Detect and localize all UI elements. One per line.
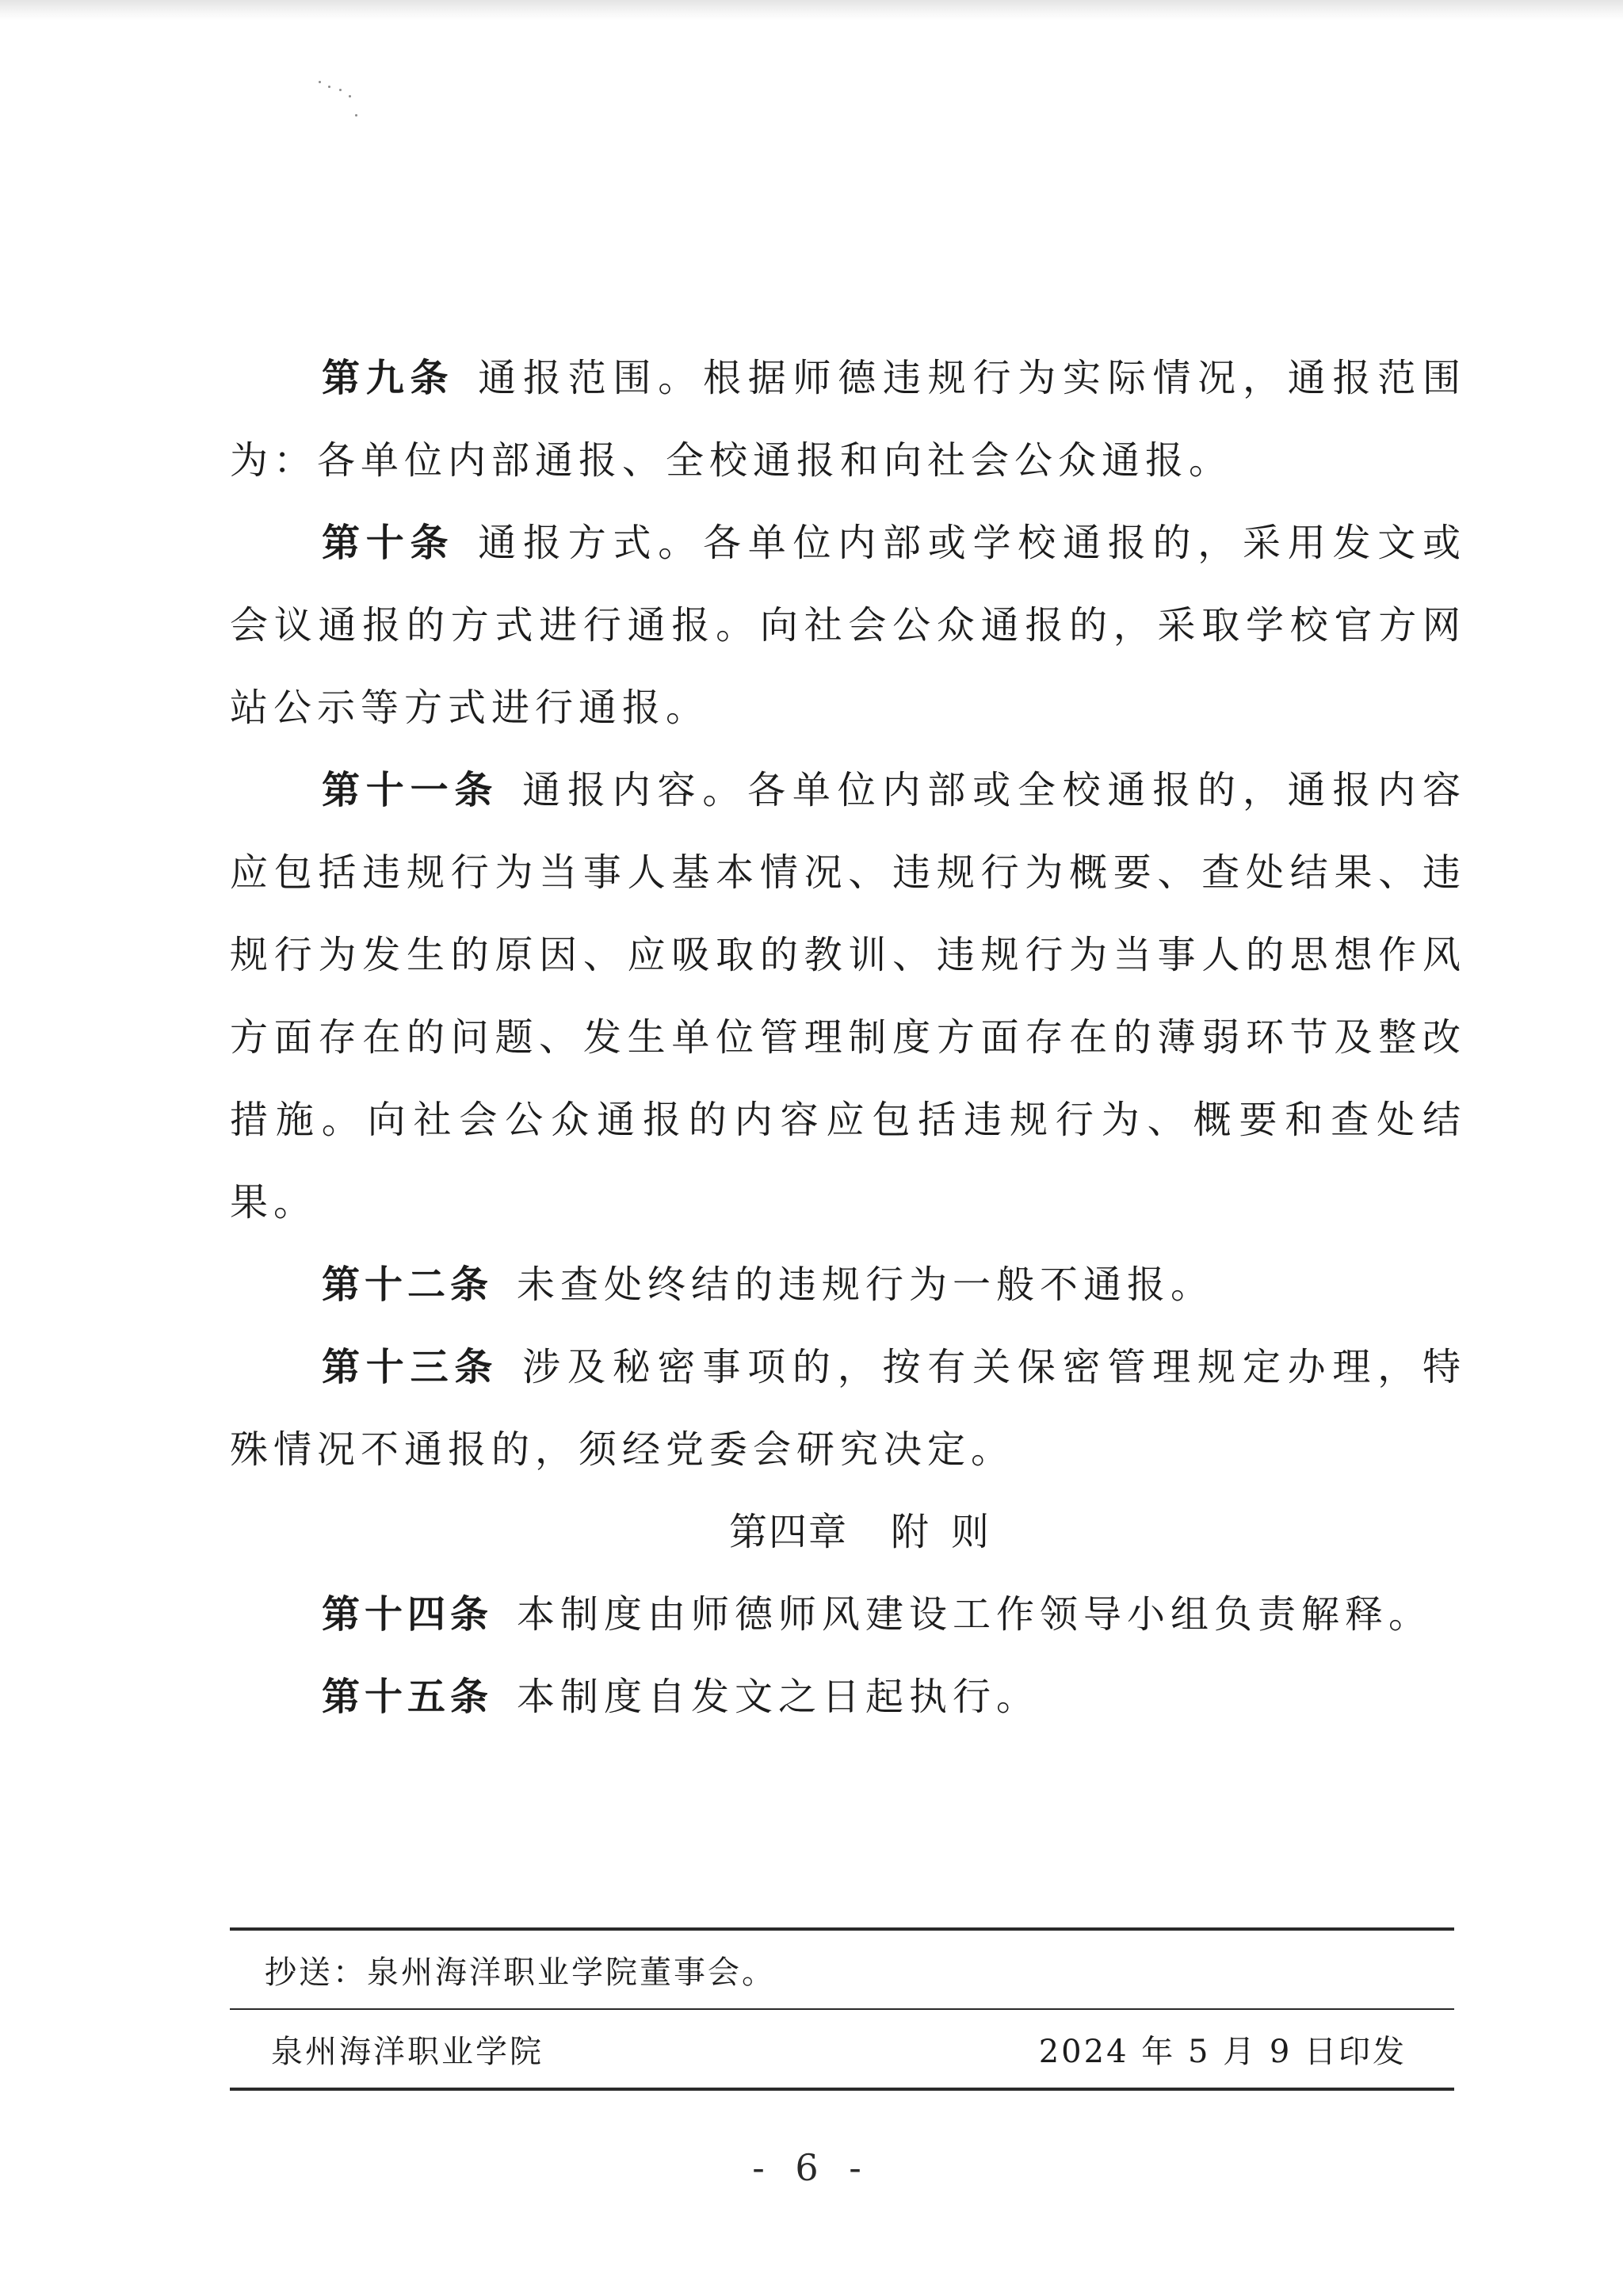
article-text: 未查处终结的违规行为一般不通报。 <box>517 1263 1215 1307</box>
article-heading: 第十二条 <box>322 1263 494 1307</box>
issuer-line <box>230 2010 1454 2088</box>
article-12 <box>230 1244 1466 1326</box>
article-10 <box>230 502 1466 749</box>
page-number: - 6 - <box>752 2146 871 2189</box>
article-text: 通报范围。根据师德违规行为实际情况，通报范围为：各单位内部通报、全校通报和向社会公众通报。 <box>230 356 1466 483</box>
issue-date: 2024 年 5 月 9 日印发 <box>1038 2033 1407 2070</box>
article-14 <box>230 1573 1466 1656</box>
article-heading: 第十一条 <box>322 768 499 812</box>
article-text: 本制度自发文之日起执行。 <box>517 1675 1041 1719</box>
chapter-title-part1: 附 <box>890 1510 930 1554</box>
article-13 <box>230 1326 1466 1491</box>
document-body <box>230 337 1466 1738</box>
article-9 <box>230 337 1466 502</box>
scan-speckles <box>317 79 365 127</box>
article-heading: 第十五条 <box>322 1675 494 1719</box>
chapter-heading <box>230 1491 1466 1573</box>
footer-bottom-rule <box>230 2088 1454 2091</box>
chapter-title-part2: 则 <box>951 1510 991 1554</box>
article-text: 本制度由师德师风建设工作领导小组负责解释。 <box>517 1592 1433 1637</box>
cc-line: 抄送：泉州海洋职业学院董事会。 <box>265 1954 776 1991</box>
document-footer <box>230 1927 1454 2091</box>
chapter-number: 第四章 <box>728 1510 848 1554</box>
article-heading: 第十四条 <box>322 1592 494 1637</box>
article-text: 通报方式。各单位内部或学校通报的，采用发文或会议通报的方式进行通报。向社会公众通报的，采取学校官方网站公示等方式进行通报。 <box>230 521 1466 730</box>
article-heading: 第十条 <box>322 521 455 565</box>
article-heading: 第九条 <box>322 356 455 400</box>
article-15 <box>230 1656 1466 1738</box>
article-text: 通报内容。各单位内部或全校通报的，通报内容应包括违规行为当事人基本情况、违规行为概要、查处结果、违规行为发生的原因、应吸取的教训、违规行为当事人的思想作风方面存在的问题、发生单位管理制度方面存在的薄弱环节及整改措施。向社会公众通报的内容应包括违规行为、概要和查处结果。 <box>230 768 1466 1224</box>
issuer-name: 泉州海洋职业学院 <box>271 2033 544 2070</box>
article-11 <box>230 749 1466 1244</box>
article-text: 涉及秘密事项的，按有关保密管理规定办理，特殊情况不通报的，须经党委会研究决定。 <box>230 1345 1466 1472</box>
scan-top-edge <box>0 0 1623 21</box>
article-heading: 第十三条 <box>322 1345 499 1389</box>
